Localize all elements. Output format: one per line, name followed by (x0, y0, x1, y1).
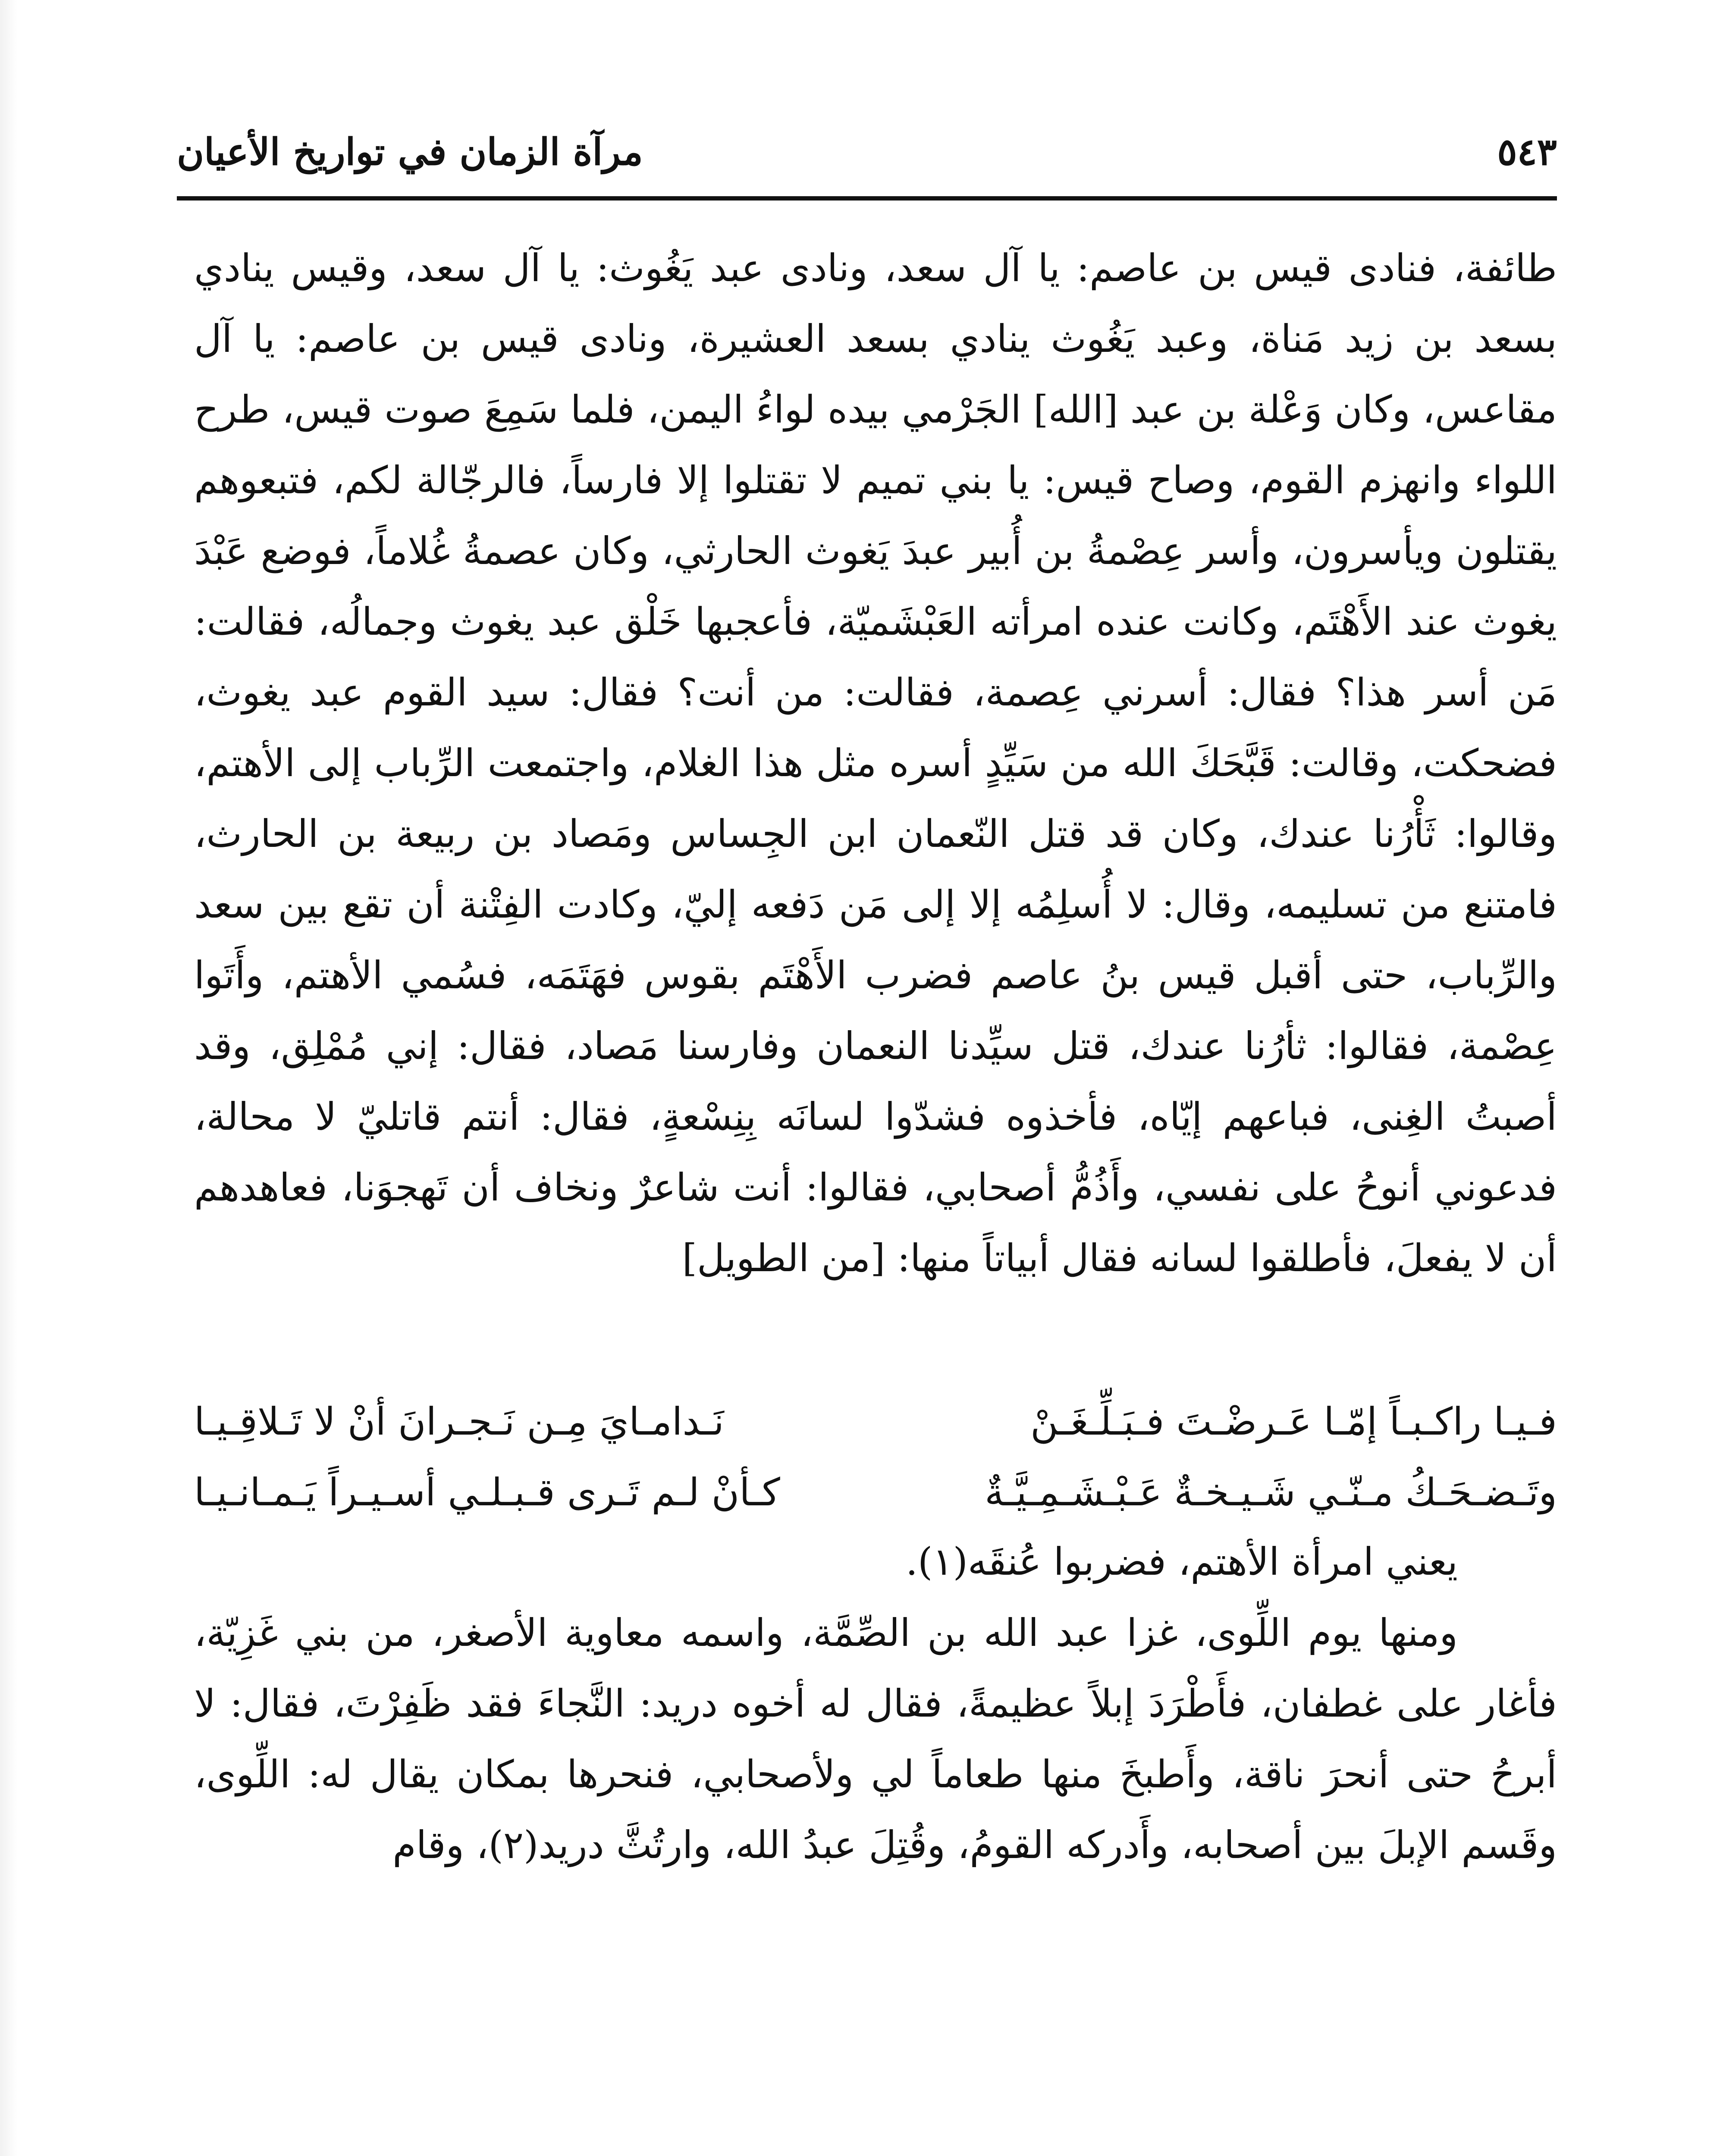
running-title: مرآة الزمان في تواريخ الأعيان (177, 130, 643, 174)
verse-1-second-hemistich: نَـدامـايَ مِـن نَـجـرانَ أنْ لا تَـلاقِـيـا (194, 1399, 724, 1444)
scan-edge-shadow (0, 0, 17, 2156)
page-header (177, 125, 1557, 203)
after-poem-text: يعني امرأة الأهتم، فضربوا عُنقَه(١). (905, 1539, 1458, 1584)
poem (194, 1386, 1557, 1528)
verse-2-first-hemistich: وتَـضـحَـكُ مـنّـي شَـيـخـةٌ عَـبْـشَـمِـيَّـةٌ (985, 1470, 1557, 1514)
poem-verse-2 (194, 1457, 1557, 1528)
verse-2-second-hemistich: كـأنْ لـم تَـرى قـبـلـي أسـيـراً يَـمـانـيـا (194, 1470, 780, 1514)
poem-verse-1 (194, 1386, 1557, 1457)
paragraph-yawm-al-liwa: ومنها يوم اللِّوى، غزا عبد الله بن الصِّمَّة، واسمه معاوية الأصغر، من بني غَزِيّة، فأغار على غطفان، فأَطْرَدَ إبلاً عظيمةً، فقال له أخوه دريد: النَّجاءَ فقد ظَفِرْتَ، فقال: لا أبرحُ حتى أنحرَ ناقة، وأَطبخَ منها طعاماً لي ولأصحابي، فنحرها بمكان يقال له: اللِّوى، وقَسم الإبلَ بين أصحابه، وأَدركه القومُ، وقُتِلَ عبدُ الله، وارتُثَّ دريد(٢)، وقام (194, 1611, 1557, 1867)
paragraph-abd-yaghuth: طائفة، فنادى قيس بن عاصم: يا آل سعد، ونادى عبد يَغُوث: يا آل سعد، وقيس ينادي بسعد بن زيد مَناة، وعبد يَغُوث ينادي بسعد العشيرة، ونادى قيس بن عاصم: يا آل مقاعس، وكان وَعْلة بن عبد [الله] الجَرْمي بيده لواءُ اليمن، فلما سَمِعَ صوت قيس، طرح اللواء وانهزم القوم، وصاح قيس: يا بني تميم لا تقتلوا إلا فارساً، فالرجّالة لكم، فتبعوهم يقتلون ويأسرون، وأسر عِصْمةُ بن أُبير عبدَ يَغوث الحارثي، وكان عصمةُ غُلاماً، فوضع عَبْدَ يغوث عند الأَهْتَم، وكانت عنده امرأته العَبْشَميّة، فأعجبها خَلْق عبد يغوث وجمالُه، فقالت: مَن أسر هذا؟ فقال: أسرني عِصمة، فقالت: من أنت؟ فقال: سيد القوم عبد يغوث، فضحكت، وقالت: قَبَّحَكَ الله من سَيِّدٍ أسره مثل هذا الغلام، واجتمعت الرِّباب إلى الأهتم، وقالوا: ثَأْرُنا عندك، وكان قد قتل النّعمان ابن الجِساس ومَصاد بن ربيعة بن الحارث، فامتنع من تسليمه، وقال: لا أُسلِمُه إلا إلى مَن دَفعه إليّ، وكادت الفِتْنة أن تقع بين سعد والرِّباب، حتى أقبل قيس بنُ عاصم فضرب الأَهْتَم بقوس فهَتَمَه، فسُمي الأهتم، وأَتَوا عِصْمة، فقالوا: ثأرُنا عندك، قتل سيِّدنا النعمان وفارسنا مَصاد، فقال: إني مُمْلِق، وقد أصبتُ الغِنى، فباعهم إيّاه، فأخذوه فشدّوا لسانَه بِنِسْعةٍ، فقال: أنتم قاتليّ لا محالة، فدعوني أنوحُ على نفسي، وأَذُمُّ أصحابي، فقالوا: أنت شاعرٌ ونخاف أن تَهجوَنا، فعاهدهم أن لا يفعلَ، فأطلقوا لسانه فقال أبياتاً منها: [من الطويل] (194, 246, 1557, 1280)
main-text (194, 233, 1557, 1294)
page-number: ٥٤٣ (1497, 130, 1557, 174)
header-rule (177, 196, 1557, 201)
verse-1-first-hemistich: فـيـا راكـبـاً إمّـا عَـرضْـتَ فـبَـلِّـغَـنْ (1030, 1399, 1557, 1444)
